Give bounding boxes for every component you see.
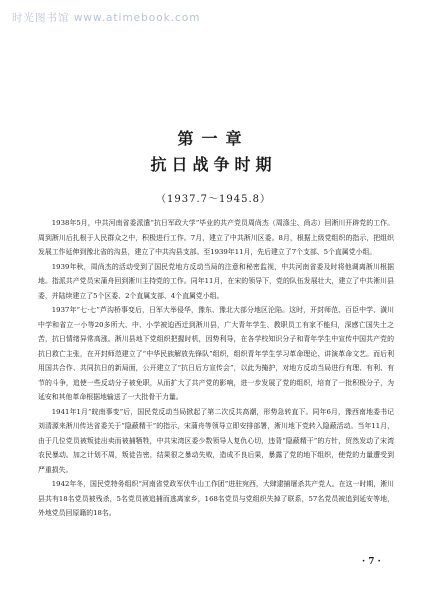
chapter-number: 第一章 <box>177 129 250 148</box>
paragraph: 1942年冬，国民党特务组织“河南省党政军伏牛山工作团”进驻宛西，大肆逮捕屠杀共产党人。在这一时期，淅川县共有18名党员被残杀，5名党员被追捕而逃离家乡，168名党员与党组织失掉了联系，57名党员被追到延安等地，外地党员回原籍的18名。 <box>38 480 394 517</box>
chapter-body <box>38 216 394 521</box>
chapter-period: （1937.7～1945.8） <box>156 194 271 205</box>
paragraph: 1939年秋，周尚杰的活动受到了国民党地方反动当局的注意和秘密监视，中共河南省委及时将他调离淅川根据地。指派共产党员宋蒲舟回到淅川主持党的工作。同年11月，在宋的领导下，党的队伍发展壮大，建立了中共淅川县委，并陆续建立了5个区委、2个直属支部、4个直属党小组。 <box>38 262 394 300</box>
paragraph: 1937年“七·七”芦沟桥事变后，日军大举侵华，豫东、豫北大部分地区沦陷。这时，开封师范、百臣中学、潢川中学和省立一小等20多所大、中、小学被迫西迁到淅川县，广大青年学生、教职员工有家不能归，深感亡国失土之苦，抗日情绪异常高涨。淅川县地下党组织把握时机，因势利导，在各学校知识分子和青年学生中宣传中国共产党的抗日救亡主张，在开封师范建立了“中华民族解放先锋队”组织，组织青年学生学习革命理论、讲演革命文艺。而后利用国共合作、共同抗日的新局面，公开建立了“抗日后方宣传会”，以此为掩护，对地方反动当局进行有理、有利、有节的斗争，追使一些反动分子被免职，从而扩大了共产党的影响，进一步发展了党的组织，培育了一批积极分子，为延安和其他革命根据地输送了一大批骨干力量。 <box>38 306 394 401</box>
site-watermark: 时光图书馆 www.atimebook.com <box>12 12 201 24</box>
paragraph: 1938年5月，中共河南省委派遣“抗日军政大学”毕业的共产党员周尚杰（周涤尘、尚志）回淅川开辟党的工作。周到淅川后扎根于人民群众之中，积极进行工作。7月，建立了中共淅川区委。8月，根据上级党组织的指示，把组织发展工作延伸到豫北省的沟县，建立了中共沟县支部。至1939年11月，先后建立了7个支部、5个直属党小组。 <box>38 219 394 256</box>
page-number: · 7 · <box>362 557 381 567</box>
paragraph: 1941年1月“皖南事变”后，国民党反动当局掀起了第二次反共高潮，形势急转直下。同年6月，豫西南地委书记刘清源来淅川传达省委关于“隐蔽精干”的指示，宋蒲舟等领导立即安排部署，淅川地下党转入隐蔽活动。当年11月，由于几位党员被叛徒出卖而被捕牺牲，中共宋湾区委少数领导人复仇心切，违背“隐蔽精干”的方针，贸然发动了宋湾农民暴动。加之计划不周，叛徒告密，结果很之暴动失败，造成不良后果，暴露了党的地下组织，使党的力量遭受到严重损失。 <box>38 407 394 474</box>
chapter-title: 抗日战争时期 <box>150 155 277 174</box>
